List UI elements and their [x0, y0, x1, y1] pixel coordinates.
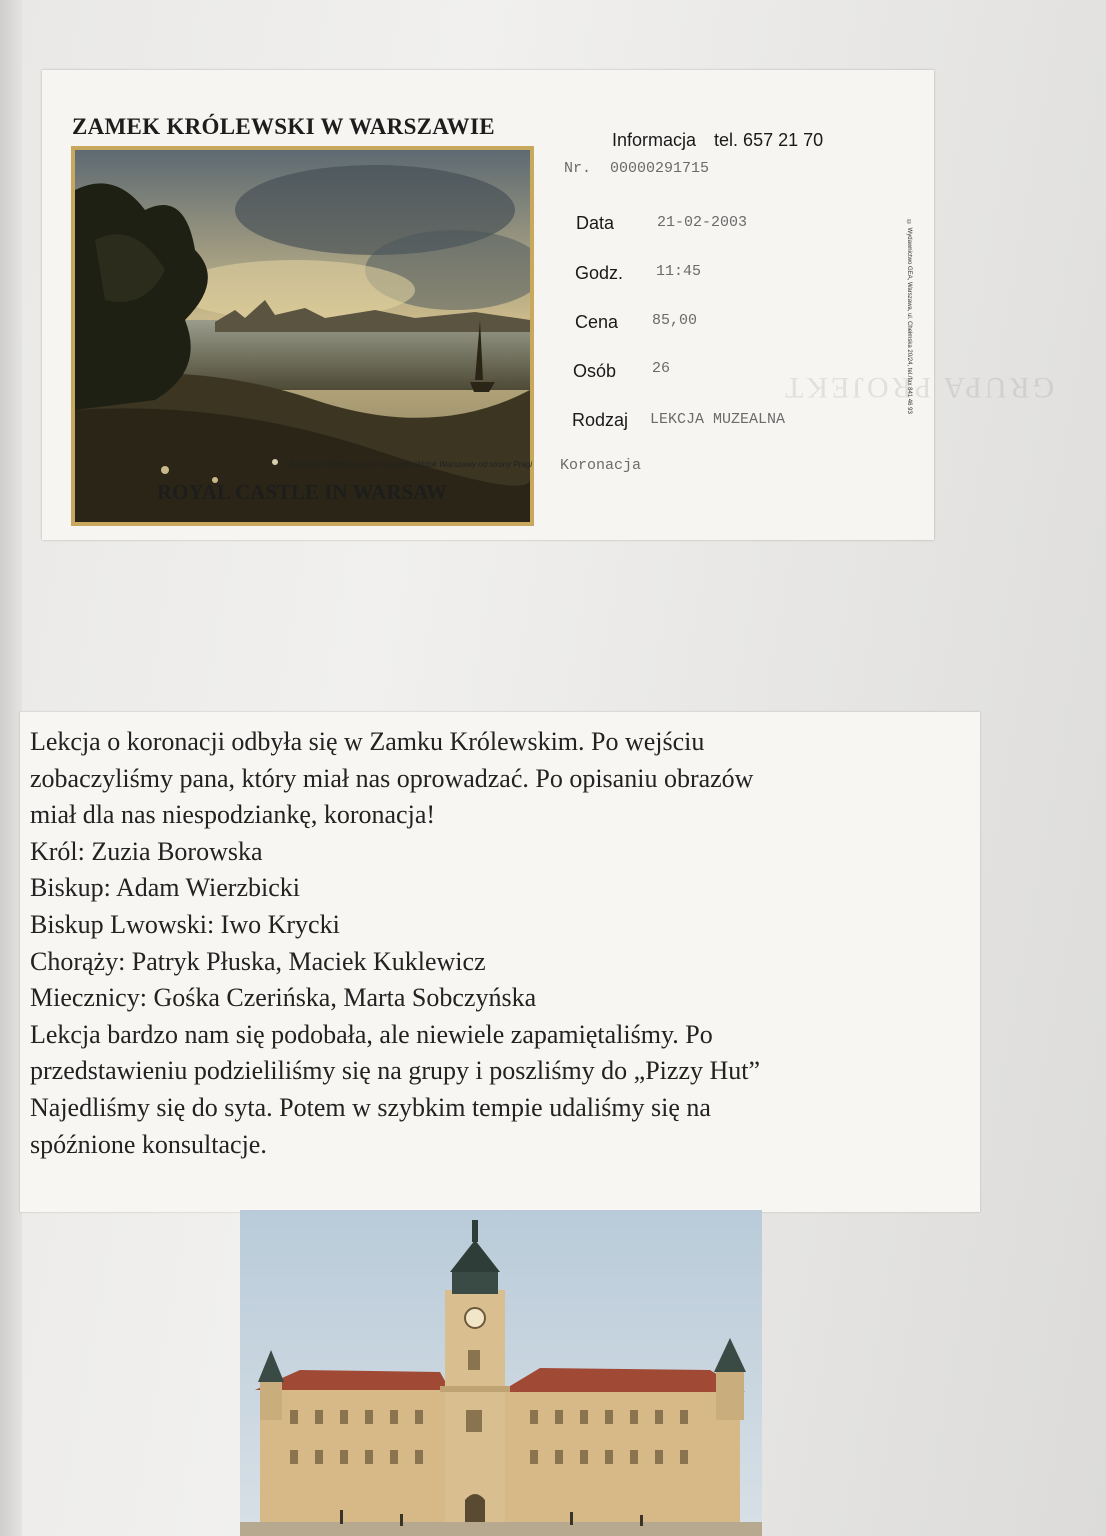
museum-ticket: [42, 70, 1055, 540]
ticket-subtitle: ROYAL CASTLE IN WARSAW: [156, 480, 447, 504]
field-label-time: Godz.: [575, 263, 624, 283]
note-line: przedstawieniu podzieliliśmy się na grupy i poszliśmy do „Pizzy Hut”: [30, 1056, 761, 1086]
field-value-date: 21-02-2003: [657, 214, 748, 231]
ticket-number-value: 00000291715: [610, 160, 710, 177]
ticket-title: ZAMEK KRÓLEWSKI W WARSZAWIE: [72, 114, 495, 139]
painting-image: [71, 146, 534, 526]
info-label: Informacja: [612, 130, 697, 150]
painting-caption: [192, 460, 532, 469]
page-binding-edge: [0, 0, 22, 1536]
note-line: zobaczyliśmy pana, który miał nas oprowadzać. Po opisaniu obrazów: [30, 763, 754, 793]
painting-artist: Bernardo Bellotto zwany Canaletto: [289, 460, 413, 469]
field-value-persons: 26: [652, 360, 671, 377]
note-line: Chorąży: Patryk Płuska, Maciek Kuklewicz: [30, 946, 486, 976]
note-text: [30, 724, 970, 1163]
note-line: miał dla nas niespodziankę, koronacja!: [30, 800, 436, 830]
lesson-note: [20, 712, 980, 1212]
note-line: Biskup Lwowski: Iwo Krycki: [30, 909, 340, 939]
lesson-topic: Koronacja: [560, 457, 642, 474]
painting-work-title: Widok Warszawy od strony Pragi: [414, 460, 532, 469]
note-line: Lekcja bardzo nam się podobała, ale niewiele zapamiętaliśmy. Po: [30, 1019, 713, 1049]
note-line: Lekcja o koronacji odbyła się w Zamku Królewskim. Po wejściu: [30, 727, 705, 756]
ticket-number-label: Nr.: [564, 160, 592, 177]
field-label-type: Rodzaj: [572, 410, 629, 430]
info-line: [612, 130, 823, 151]
note-line: Miecznicy: Gośka Czerińska, Marta Sobczyńska: [30, 983, 537, 1013]
field-label-price: Cena: [575, 312, 619, 332]
phone-number: tel. 657 21 70: [714, 130, 824, 150]
note-line: Najedliśmy się do syta. Potem w szybkim tempie udaliśmy się na: [30, 1092, 711, 1122]
note-line: Król: Zuzia Borowska: [30, 836, 263, 866]
ticket-watermark: GRUPA PROJEKT: [782, 371, 1055, 404]
note-line: spóźnione konsultacje.: [30, 1129, 267, 1159]
ticket-number: [564, 160, 709, 177]
field-value-time: 11:45: [656, 263, 702, 280]
field-label-date: Data: [576, 213, 615, 233]
royal-castle-graphic: [240, 1210, 762, 1536]
field-label-persons: Osób: [573, 361, 617, 381]
field-value-price: 85,00: [652, 312, 698, 329]
note-line: Biskup: Adam Wierzbicki: [30, 873, 300, 903]
castle-photo: [240, 1210, 762, 1536]
printer-imprint: © Wydawnictwo GEA, Warszawa, ul. Chełmska 20/24, tel./fax 841 46 93: [906, 220, 912, 414]
field-value-type: LEKCJA MUZEALNA: [650, 411, 786, 428]
